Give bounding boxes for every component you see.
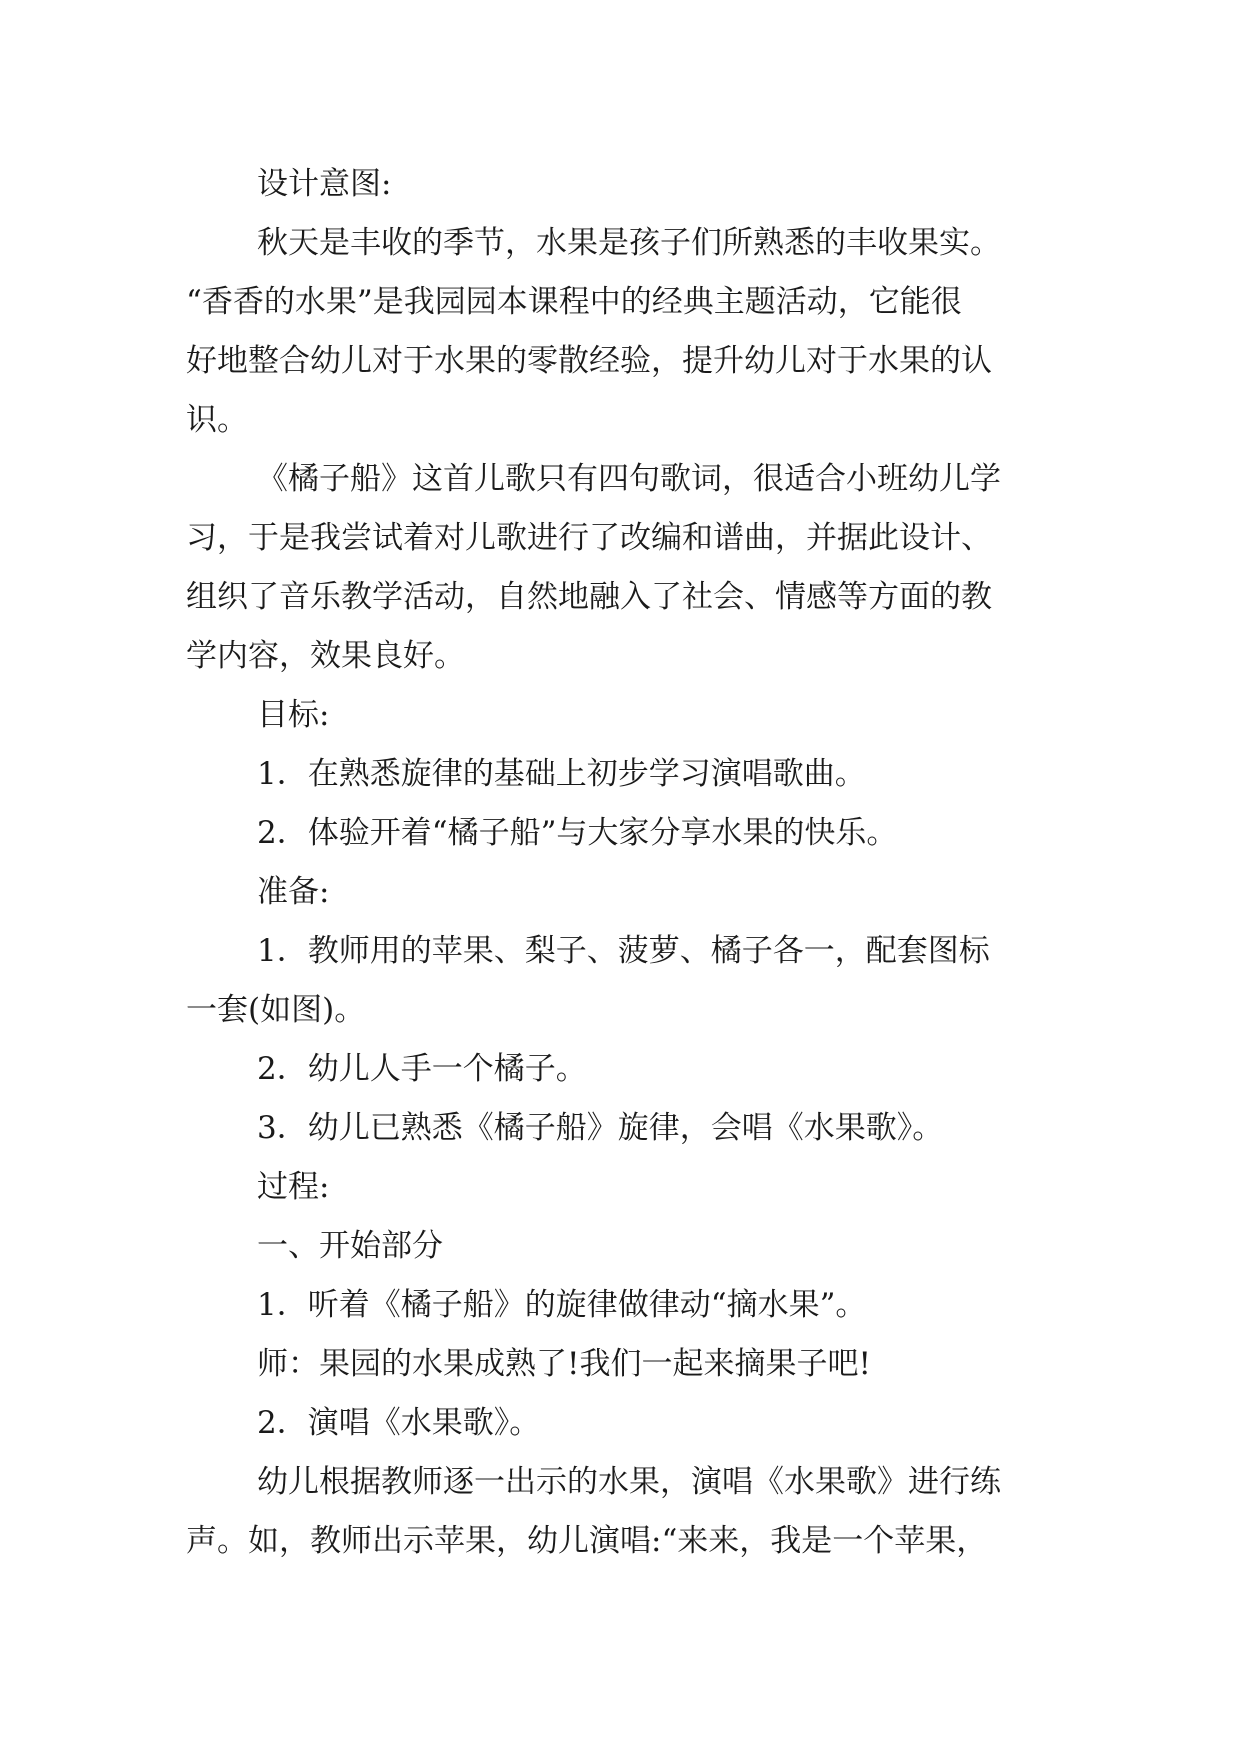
paragraph-line: 学内容，效果良好。 [186, 638, 465, 674]
list-item: 2．体验开着“橘子船”与大家分享水果的快乐。 [257, 815, 898, 851]
list-item: 2．幼儿人手一个橘子。 [257, 1051, 587, 1087]
section-heading: 一、开始部分 [257, 1228, 443, 1264]
heading-goals: 目标: [257, 697, 330, 733]
list-item: 2．演唱《水果歌》。 [257, 1405, 541, 1441]
paragraph-line: 秋天是丰收的季节，水果是孩子们所熟悉的丰收果实。 [257, 225, 1001, 261]
heading-design-intent: 设计意图: [257, 166, 392, 202]
paragraph-line: 习，于是我尝试着对儿歌进行了改编和谱曲，并据此设计、 [186, 520, 992, 556]
paragraph-line: 组织了音乐教学活动，自然地融入了社会、情感等方面的教 [186, 579, 992, 615]
paragraph-line: 幼儿根据教师逐一出示的水果，演唱《水果歌》进行练 [257, 1464, 1001, 1500]
list-item: 1．教师用的苹果、梨子、菠萝、橘子各一，配套图标 [257, 933, 990, 969]
heading-process: 过程: [257, 1169, 330, 1205]
paragraph-line: 声。如，教师出示苹果，幼儿演唱:“来来，我是一个苹果， [186, 1523, 988, 1559]
list-item: 1．在熟悉旋律的基础上初步学习演唱歌曲。 [257, 756, 866, 792]
paragraph-line: 师：果园的水果成熟了!我们一起来摘果子吧! [257, 1346, 871, 1382]
list-item: 3．幼儿已熟悉《橘子船》旋律，会唱《水果歌》。 [257, 1110, 944, 1146]
list-item: 1．听着《橘子船》的旋律做律动“摘水果”。 [257, 1287, 867, 1323]
paragraph-line: 识。 [186, 402, 248, 438]
paragraph-line: 好地整合幼儿对于水果的零散经验，提升幼儿对于水果的认 [186, 343, 992, 379]
paragraph-line: 一套(如图)。 [186, 992, 366, 1028]
paragraph-line: 《橘子船》这首儿歌只有四句歌词，很适合小班幼儿学 [257, 461, 1001, 497]
heading-preparation: 准备: [257, 874, 330, 910]
paragraph-line: “香香的水果”是我园园本课程中的经典主题活动，它能很 [186, 284, 962, 320]
